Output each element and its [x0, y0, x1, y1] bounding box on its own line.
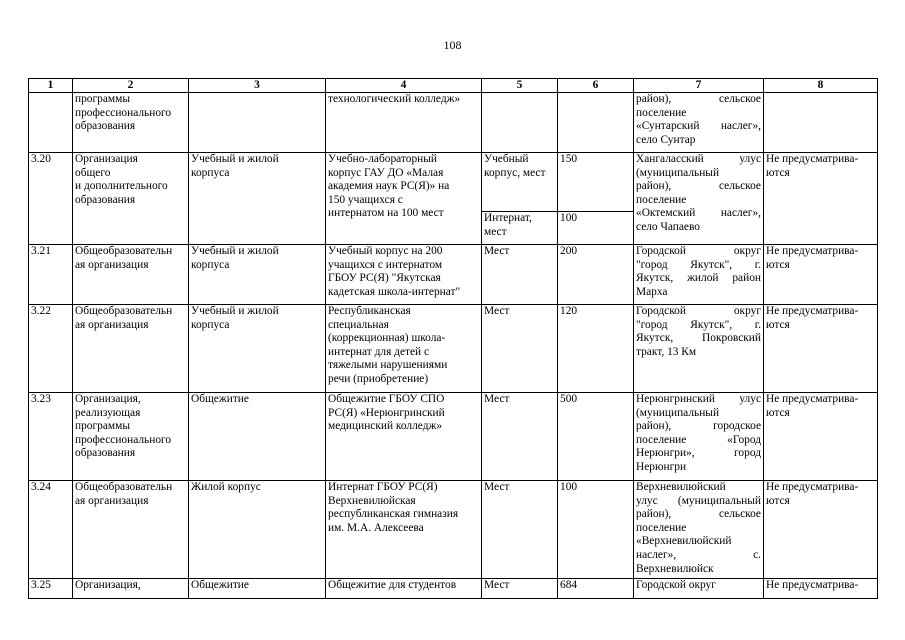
unit-primary: Учебный корпус, мест [484, 153, 546, 179]
object-name-line: специальная [328, 318, 389, 331]
table-row [29, 93, 878, 153]
cell-number: 3.20 [29, 153, 73, 245]
cell-restrictions [764, 153, 878, 245]
object-type-line: Общежитие [191, 579, 249, 591]
location-line: район), городское [636, 420, 761, 433]
column-header-1: 1 [29, 79, 73, 93]
cell-unit: Мест [482, 245, 558, 305]
cell-organization [73, 245, 189, 305]
location-line: Нерюнгри [636, 460, 687, 473]
cell-object-name [326, 393, 482, 481]
organization-line: и дополнительного [75, 180, 168, 193]
restrictions-line: Не предусматрива- [766, 153, 859, 165]
restrictions-line: Не предусматрива- [766, 579, 859, 591]
object-type-line: корпуса [191, 258, 230, 271]
cell-restrictions [764, 481, 878, 579]
organization-line: образования [75, 120, 136, 133]
object-name-line: РС(Я) «Нерюнгринский [328, 406, 445, 419]
cell-object-type [189, 579, 326, 599]
location-line: поселение [636, 193, 687, 206]
restrictions-line: ются [766, 318, 790, 331]
object-name-line: Республиканская [328, 305, 411, 317]
location-line: поселение [636, 106, 687, 119]
unit-secondary: Интернат, мест [482, 211, 557, 239]
location-line: "город Якутск", г. [636, 318, 761, 331]
cell-capacity: 100 [558, 481, 634, 579]
object-name-line: Верхневилюйская [328, 494, 416, 507]
object-name-line: Учебный корпус на 200 [328, 245, 443, 257]
table-row [29, 481, 878, 579]
cell-object-type [189, 305, 326, 393]
column-header-7: 7 [634, 79, 764, 93]
object-name-line: интернат для детей с [328, 345, 430, 358]
column-header-2: 2 [73, 79, 189, 93]
cell-capacity: 120 [558, 305, 634, 393]
cell-location [634, 93, 764, 153]
cell-unit [482, 93, 558, 153]
location-line: Городской округ [636, 245, 761, 257]
organization-line: ая организация [75, 318, 149, 331]
cell-organization [73, 579, 189, 599]
object-name-line: им. М.А. Алексеева [328, 521, 424, 534]
location-line: Якутск, жилой район [636, 272, 761, 285]
cell-unit: Мест [482, 481, 558, 579]
organization-line: образования [75, 447, 136, 460]
cell-number: 3.21 [29, 245, 73, 305]
page-number: 108 [443, 38, 462, 52]
restrictions-line: Не предусматрива- [766, 305, 859, 317]
location-line: район), сельское [636, 93, 761, 105]
cell-object-name [326, 245, 482, 305]
organization-line: реализующая [75, 406, 141, 419]
object-name-line: речи (приобретение) [328, 372, 429, 385]
object-type-line: Общежитие [191, 393, 249, 405]
object-name-line: академия наук РС(Я)» на [328, 180, 450, 193]
restrictions-line: Не предусматрива- [766, 393, 859, 405]
table-row [29, 153, 878, 245]
column-header-8: 8 [764, 79, 878, 93]
location-line: (муниципальный [636, 406, 720, 419]
cell-restrictions [764, 305, 878, 393]
location-line: Якутск, Покровский [636, 332, 761, 345]
cell-object-name [326, 305, 482, 393]
object-name-line: (коррекционная) школа- [328, 332, 446, 345]
cell-restrictions [764, 393, 878, 481]
location-line: поселение «Город [636, 433, 761, 446]
cell-unit: Мест [482, 305, 558, 393]
table-row [29, 393, 878, 481]
cell-number: 3.22 [29, 305, 73, 393]
location-line: тракт, 13 Км [636, 345, 697, 358]
location-line: село Сунтар [636, 133, 696, 146]
organization-line: Организация, [75, 579, 141, 591]
object-name-line: тяжелыми нарушениями [328, 359, 448, 372]
organization-line: Общеобразовательн [75, 481, 173, 493]
location-line: район), сельское [636, 180, 761, 193]
object-name-line: Интернат ГБОУ РС(Я) [328, 481, 438, 493]
column-header-5: 5 [482, 79, 558, 93]
object-type-line: Учебный и жилой [191, 153, 279, 165]
organization-line: Общеобразовательн [75, 245, 173, 257]
object-name-line: технологический колледж» [328, 93, 461, 105]
restrictions-line: Не предусматрива- [766, 481, 859, 493]
cell-organization [73, 153, 189, 245]
table-row [29, 305, 878, 393]
object-name-line: Общежитие для студентов [328, 579, 457, 591]
cell-organization [73, 305, 189, 393]
location-line: Нерюнгри», город [636, 447, 761, 460]
cell-organization [73, 93, 189, 153]
location-line: Верхневилюйск [636, 562, 714, 575]
organization-line: программы [75, 93, 130, 105]
location-line: «Сунтарский наслег», [636, 120, 761, 133]
object-name-line: кадетская школа-интернат" [328, 285, 461, 298]
location-line: Нерюнгринский улус [636, 393, 761, 405]
cell-capacity: 684 [558, 579, 634, 599]
capacity-secondary: 100 [558, 211, 633, 226]
cell-number [29, 93, 73, 153]
organization-line: образования [75, 193, 136, 206]
cell-restrictions [764, 245, 878, 305]
location-line: Марха [636, 285, 668, 298]
location-line: наслег», с. [636, 548, 761, 561]
cell-object-type [189, 153, 326, 245]
cell-unit: Мест [482, 579, 558, 599]
cell-organization [73, 481, 189, 579]
location-line: поселение [636, 521, 687, 534]
organization-line: программы [75, 420, 130, 433]
location-line: село Чапаево [636, 220, 700, 233]
facilities-table [28, 78, 878, 599]
object-type-line: Учебный и жилой [191, 305, 279, 317]
location-line: Хангаласский улус [636, 153, 761, 165]
capacity-primary: 150 [560, 153, 578, 165]
restrictions-line: ются [766, 494, 790, 507]
object-name-line: учащихся с интернатом [328, 258, 443, 271]
object-name-line: Учебно-лабораторный [328, 153, 437, 165]
table-body [29, 93, 878, 599]
object-name-line: республиканская гимназия [328, 508, 459, 521]
object-name-line: интернатом на 100 мест [328, 207, 444, 220]
column-header-4: 4 [326, 79, 482, 93]
object-type-line: корпуса [191, 166, 230, 179]
location-line: улус (муниципальный [636, 494, 761, 507]
location-line: Городской округ [636, 579, 716, 591]
location-line: «Верхневилюйский [636, 535, 732, 548]
cell-capacity [558, 153, 634, 245]
object-name-line: Общежитие ГБОУ СПО [328, 393, 445, 405]
cell-organization [73, 393, 189, 481]
restrictions-line: ются [766, 406, 790, 419]
cell-number: 3.24 [29, 481, 73, 579]
location-line: "город Якутск", г. [636, 258, 761, 271]
restrictions-line: Не предусматрива- [766, 245, 859, 257]
location-line: «Октемский наслег», [636, 207, 761, 220]
organization-line: Организация, [75, 393, 141, 405]
organization-line: Общеобразовательн [75, 305, 173, 317]
cell-location [634, 393, 764, 481]
cell-location [634, 245, 764, 305]
organization-line: профессионального [75, 433, 172, 446]
cell-capacity: 200 [558, 245, 634, 305]
cell-object-type [189, 93, 326, 153]
column-header-6: 6 [558, 79, 634, 93]
organization-line: Организация [75, 153, 138, 165]
cell-object-type [189, 481, 326, 579]
object-name-line: ГБОУ РС(Я) "Якутская [328, 272, 441, 285]
cell-unit [482, 153, 558, 245]
organization-line: ая организация [75, 494, 149, 507]
cell-restrictions [764, 93, 878, 153]
cell-location [634, 579, 764, 599]
cell-object-name [326, 93, 482, 153]
organization-line: профессионального [75, 106, 172, 119]
table-row [29, 579, 878, 599]
organization-line: ая организация [75, 258, 149, 271]
restrictions-line: ются [766, 166, 790, 179]
object-type-line: Учебный и жилой [191, 245, 279, 257]
cell-number: 3.23 [29, 393, 73, 481]
cell-object-name [326, 579, 482, 599]
cell-capacity: 500 [558, 393, 634, 481]
organization-line: общего [75, 166, 111, 179]
cell-object-name [326, 481, 482, 579]
location-line: Городской округ [636, 305, 761, 317]
restrictions-line: ются [766, 258, 790, 271]
object-name-line: 150 учащихся с [328, 193, 403, 206]
cell-location [634, 153, 764, 245]
location-line: (муниципальный [636, 166, 720, 179]
cell-object-name [326, 153, 482, 245]
cell-restrictions [764, 579, 878, 599]
object-type-line: корпуса [191, 318, 230, 331]
column-header-3: 3 [189, 79, 326, 93]
location-line: Верхневилюйский [636, 481, 726, 493]
cell-location [634, 481, 764, 579]
cell-object-type [189, 245, 326, 305]
table-row [29, 245, 878, 305]
object-type-line: Жилой корпус [191, 481, 261, 493]
header-row [29, 79, 878, 93]
location-line: район), сельское [636, 508, 761, 521]
cell-location [634, 305, 764, 393]
cell-object-type [189, 393, 326, 481]
cell-number: 3.25 [29, 579, 73, 599]
object-name-line: корпус ГАУ ДО «Малая [328, 166, 444, 179]
cell-unit: Мест [482, 393, 558, 481]
object-name-line: медицинский колледж» [328, 420, 443, 433]
cell-capacity [558, 93, 634, 153]
